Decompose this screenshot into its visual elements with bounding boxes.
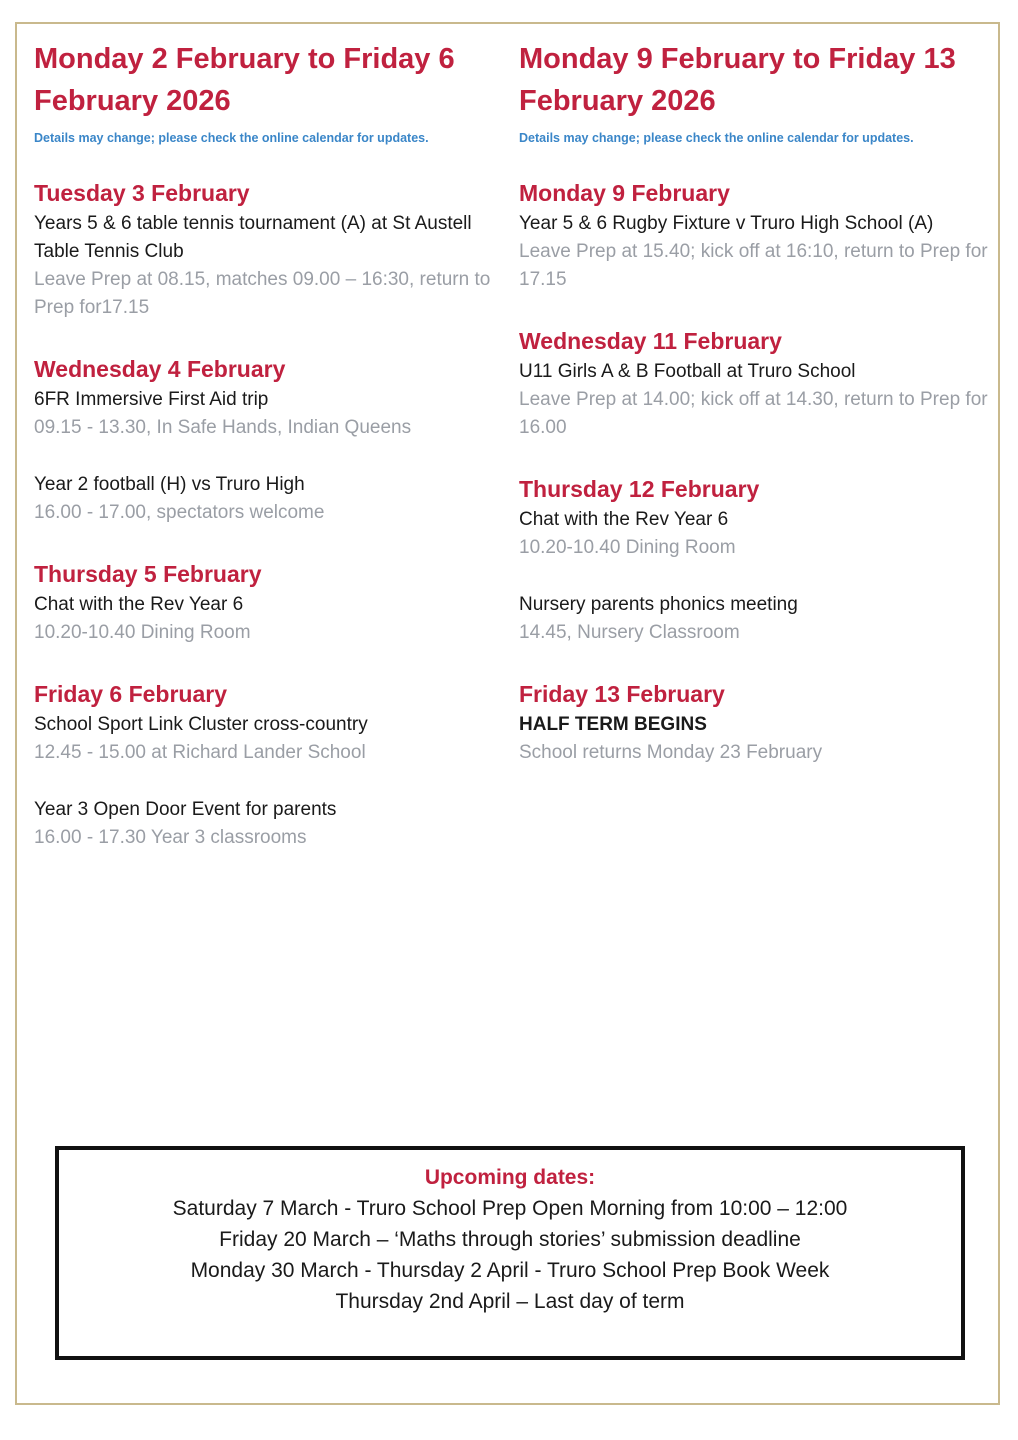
day-heading: Thursday 12 February [519, 476, 760, 502]
calendar-notice: Details may change; please check the online calendar for updates. [519, 131, 914, 145]
event-item [34, 471, 494, 527]
event-title: HALF TERM BEGINS [519, 714, 707, 735]
upcoming-date-line: Monday 30 March - Thursday 2 April - Truro School Prep Book Week [190, 1259, 830, 1282]
day-heading: Wednesday 11 February [519, 328, 782, 354]
upcoming-date-line: Friday 20 March – ‘Maths through stories’ submission deadline [219, 1228, 801, 1251]
upcoming-dates-title: Upcoming dates: [424, 1166, 596, 1189]
day-heading: Monday 9 February [519, 180, 730, 206]
event-item [34, 386, 494, 442]
event-title: Chat with the Rev Year 6 [34, 594, 244, 615]
event-item [519, 358, 989, 442]
event-item [519, 506, 989, 562]
day-block [34, 679, 494, 852]
event-title: Year 2 football (H) vs Truro High [34, 474, 305, 495]
event-item [34, 591, 494, 647]
event-item [34, 711, 494, 767]
event-item [519, 210, 989, 294]
event-detail: 16.00 - 17.30 Year 3 classrooms [34, 827, 307, 848]
day-heading: Friday 13 February [519, 681, 725, 707]
day-heading: Tuesday 3 February [34, 180, 250, 206]
event-detail: Leave Prep at 15.40; kick off at 16:10, return to Prep for 17.15 [519, 241, 988, 290]
week-column-1 [34, 38, 494, 852]
day-block [34, 178, 494, 322]
event-detail: 16.00 - 17.00, spectators welcome [34, 502, 325, 523]
event-item [519, 711, 989, 767]
day-block [34, 354, 494, 527]
day-block [519, 474, 989, 647]
day-block [519, 679, 989, 767]
upcoming-date-line: Saturday 7 March - Truro School Prep Open Morning from 10:00 – 12:00 [172, 1197, 848, 1220]
event-title: Nursery parents phonics meeting [519, 594, 798, 615]
event-title: 6FR Immersive First Aid trip [34, 389, 269, 410]
week-column-2 [519, 38, 989, 767]
event-detail: School returns Monday 23 February [519, 742, 823, 763]
event-detail: 14.45, Nursery Classroom [519, 622, 740, 643]
event-title: Years 5 & 6 table tennis tournament (A) at St Austell Table Tennis Club [34, 213, 472, 262]
event-detail: 10.20-10.40 Dining Room [34, 622, 251, 643]
event-detail: 10.20-10.40 Dining Room [519, 537, 736, 558]
day-block [34, 559, 494, 647]
event-detail: 12.45 - 15.00 at Richard Lander School [34, 742, 366, 763]
event-title: Chat with the Rev Year 6 [519, 509, 729, 530]
upcoming-date-line: Thursday 2nd April – Last day of term [335, 1290, 685, 1313]
event-detail: 09.15 - 13.30, In Safe Hands, Indian Queens [34, 417, 412, 438]
event-item [34, 210, 494, 322]
day-block [519, 178, 989, 294]
day-heading: Wednesday 4 February [34, 356, 286, 382]
event-title: School Sport Link Cluster cross-country [34, 714, 368, 735]
event-title: Year 5 & 6 Rugby Fixture v Truro High School (A) [519, 213, 934, 234]
calendar-notice: Details may change; please check the online calendar for updates. [34, 131, 429, 145]
event-item [34, 796, 494, 852]
day-heading: Thursday 5 February [34, 561, 262, 587]
day-block [519, 326, 989, 442]
upcoming-dates-box [55, 1146, 965, 1360]
event-title: Year 3 Open Door Event for parents [34, 799, 337, 820]
event-title: U11 Girls A & B Football at Truro School [519, 361, 856, 382]
day-heading: Friday 6 February [34, 681, 228, 707]
event-detail: Leave Prep at 08.15, matches 09.00 – 16:30, return to Prep for17.15 [34, 269, 491, 318]
event-item [519, 591, 989, 647]
week-title: Monday 2 February to Friday 6 February 2026 [34, 43, 455, 117]
event-detail: Leave Prep at 14.00; kick off at 14.30, return to Prep for 16.00 [519, 389, 988, 438]
week-title: Monday 9 February to Friday 13 February 2026 [519, 43, 956, 117]
